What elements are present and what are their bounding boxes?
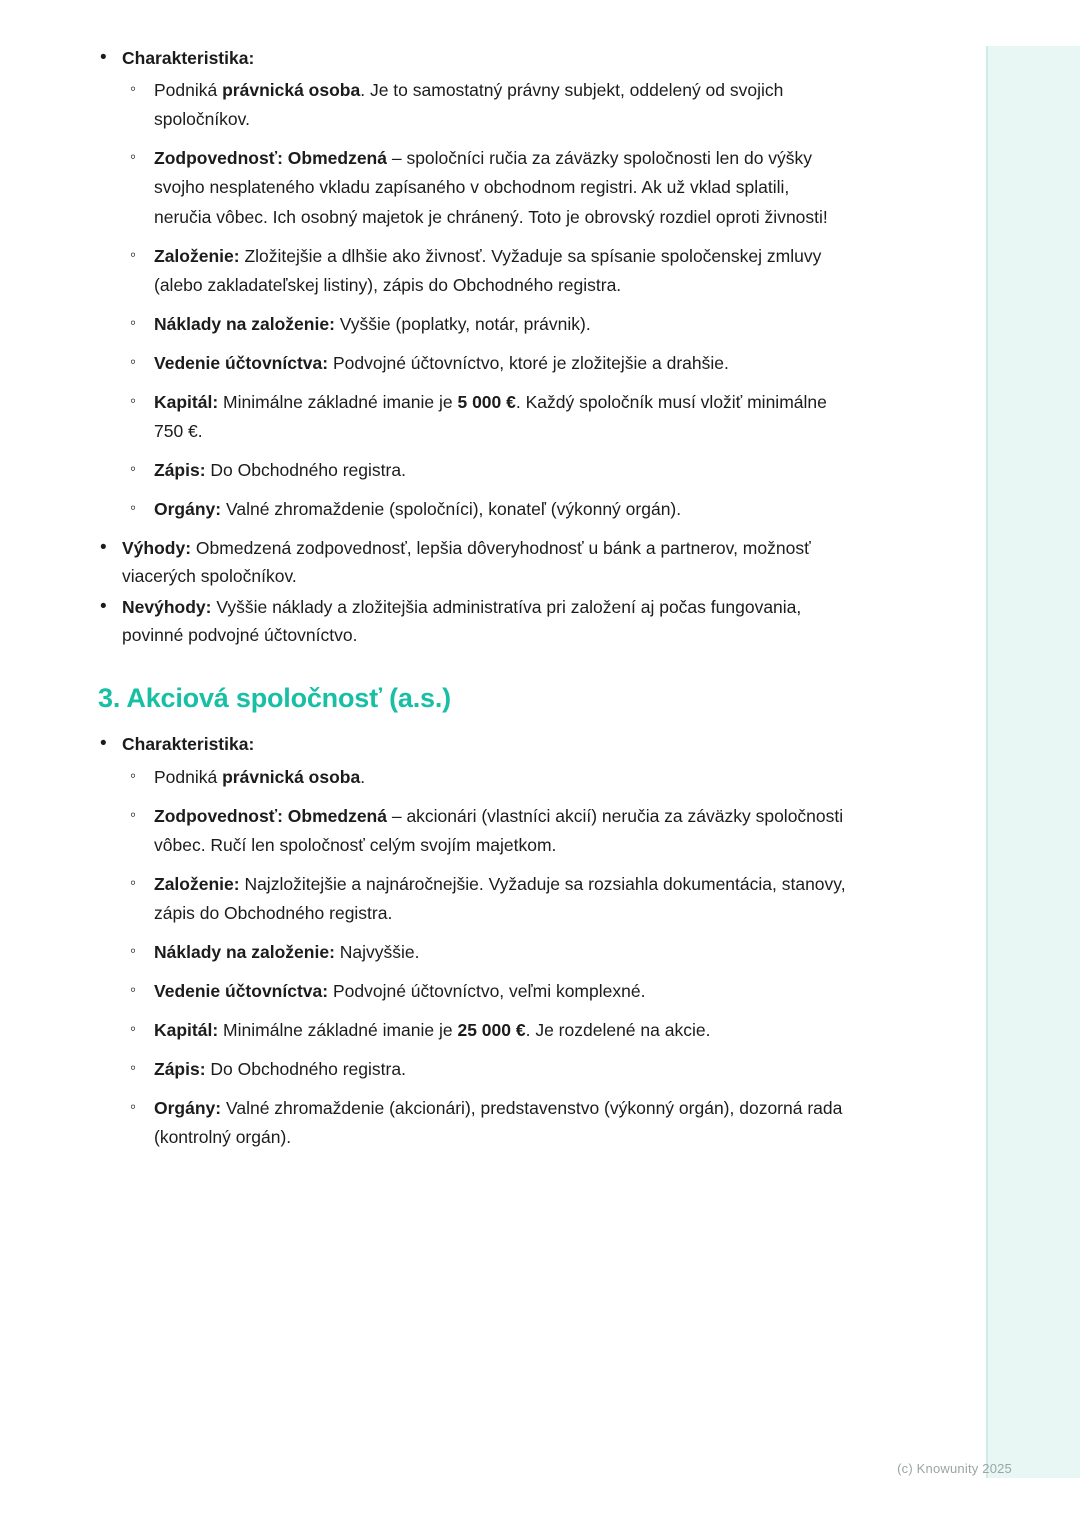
list-item	[122, 1016, 848, 1045]
item-bold-value: 5 000 €	[457, 391, 516, 412]
list-item	[122, 802, 848, 860]
sro-list	[88, 44, 848, 649]
item-bold: Orgány:	[154, 1098, 222, 1119]
list-item	[122, 977, 848, 1006]
item-bold-value: 25 000 €	[457, 1020, 526, 1040]
item-lead: Podniká	[154, 766, 223, 787]
item-rest: Najzložitejšie a najnáročnejšie. Vyžaduje sa rozsiahla dokumentácia, stanovy, zápis do Obchodného registra.	[154, 873, 846, 923]
as-list	[88, 730, 848, 1152]
item-bold: Zodpovednosť: Obmedzená	[154, 805, 387, 826]
list-item	[122, 495, 848, 524]
item-rest: Vyššie (poplatky, notár, právnik).	[334, 313, 591, 334]
section-heading-as: 3. Akciová spoločnosť (a.s.)	[98, 683, 451, 714]
item-rest: Najvyššie.	[334, 941, 420, 962]
item-bold: Založenie:	[154, 245, 240, 266]
item-bold: Náklady na založenie:	[154, 941, 335, 962]
list-item	[122, 1055, 848, 1084]
list-item	[122, 938, 848, 967]
item-bold: Náklady na založenie:	[154, 313, 335, 334]
item-rest: – spoločníci ručia za záväzky spoločnosti len do výšky svojho nesplateného vkladu zapísaného v obchodnom registri. Ak už vklad splatili, neručia vôbec. Ich osobný majetok je chránený. Toto je obrovský rozdiel oproti živnosti!	[154, 148, 828, 227]
disadvantages-label: Nevýhody:	[122, 596, 212, 617]
item-rest: Podvojné účtovníctvo, ktoré je zložitejšie a drahšie.	[328, 352, 729, 373]
as-characteristics-label: Charakteristika:	[122, 734, 255, 755]
item-rest: Valné zhromaždenie (akcionári), predstavenstvo (výkonný orgán), dozorná rada (kontrolný orgán).	[154, 1098, 843, 1148]
item-rest: Podvojné účtovníctvo, veľmi komplexné.	[328, 980, 646, 1001]
item-rest: . Je to samostatný právny subjekt, oddelený od svojich spoločníkov.	[154, 80, 784, 130]
item-lead: Podniká	[154, 80, 223, 101]
list-item	[122, 456, 848, 485]
item-rest: Do Obchodného registra.	[205, 1059, 406, 1080]
item-rest: – akcionári (vlastníci akcií) neručia za záväzky spoločnosti vôbec. Ručí len spoločnosť celým svojím majetkom.	[154, 805, 844, 855]
list-item	[122, 242, 848, 300]
sro-sublist	[122, 76, 848, 524]
sro-characteristics-label: Charakteristika:	[122, 48, 255, 68]
item-bold: Založenie:	[154, 873, 240, 894]
list-item	[122, 763, 848, 792]
page-side-strip	[988, 46, 1080, 1478]
advantages-text: Obmedzená zodpovednosť, lepšia dôveryhodnosť u bánk a partnerov, možnosť viacerých spoločníkov.	[122, 537, 811, 587]
item-bold: Orgány:	[154, 498, 222, 519]
item-rest2: . Každý spoločník musí vložiť minimálne 750 €.	[154, 391, 827, 441]
item-bold: Zodpovednosť: Obmedzená	[154, 148, 387, 169]
list-item	[122, 349, 848, 378]
item-rest: Do Obchodného registra.	[205, 459, 406, 480]
sro-advantages-item	[88, 534, 848, 591]
item-bold: Zápis:	[154, 459, 206, 480]
item-rest: .	[360, 766, 366, 787]
as-characteristics-item	[88, 730, 848, 1152]
list-item	[122, 144, 848, 231]
list-item	[122, 388, 848, 446]
item-bold: Vedenie účtovníctva:	[154, 980, 329, 1001]
item-rest: Minimálne základné imanie je	[218, 391, 458, 412]
item-bold: právnická osoba	[222, 80, 361, 101]
item-bold: Kapitál:	[154, 1020, 219, 1040]
advantages-label: Výhody:	[122, 537, 192, 558]
watermark: (c) Knowunity 2025	[897, 1461, 1012, 1476]
item-bold: Vedenie účtovníctva:	[154, 352, 329, 373]
item-bold: Kapitál:	[154, 391, 219, 412]
item-rest: Valné zhromaždenie (spoločníci), konateľ (výkonný orgán).	[221, 498, 682, 519]
document-content	[88, 44, 848, 1162]
sro-disadvantages-item	[88, 593, 848, 650]
list-item	[122, 870, 848, 928]
list-item	[122, 76, 848, 134]
item-bold: Zápis:	[154, 1059, 206, 1080]
disadvantages-text: Vyššie náklady a zložitejšia administratíva pri založení aj počas fungovania, povinné podvojné účtovníctvo.	[122, 596, 802, 645]
item-rest2: . Je rozdelené na akcie.	[525, 1020, 711, 1040]
list-item	[122, 310, 848, 339]
as-sublist	[122, 763, 848, 1153]
item-rest: Zložitejšie a dlhšie ako živnosť. Vyžaduje sa spísanie spoločenskej zmluvy (alebo zakladateľskej listiny), zápis do Obchodného registra.	[154, 245, 822, 295]
list-item	[122, 1094, 848, 1152]
item-rest: Minimálne základné imanie je	[218, 1020, 458, 1040]
sro-characteristics-item	[88, 44, 848, 524]
item-bold: právnická osoba	[222, 766, 361, 787]
